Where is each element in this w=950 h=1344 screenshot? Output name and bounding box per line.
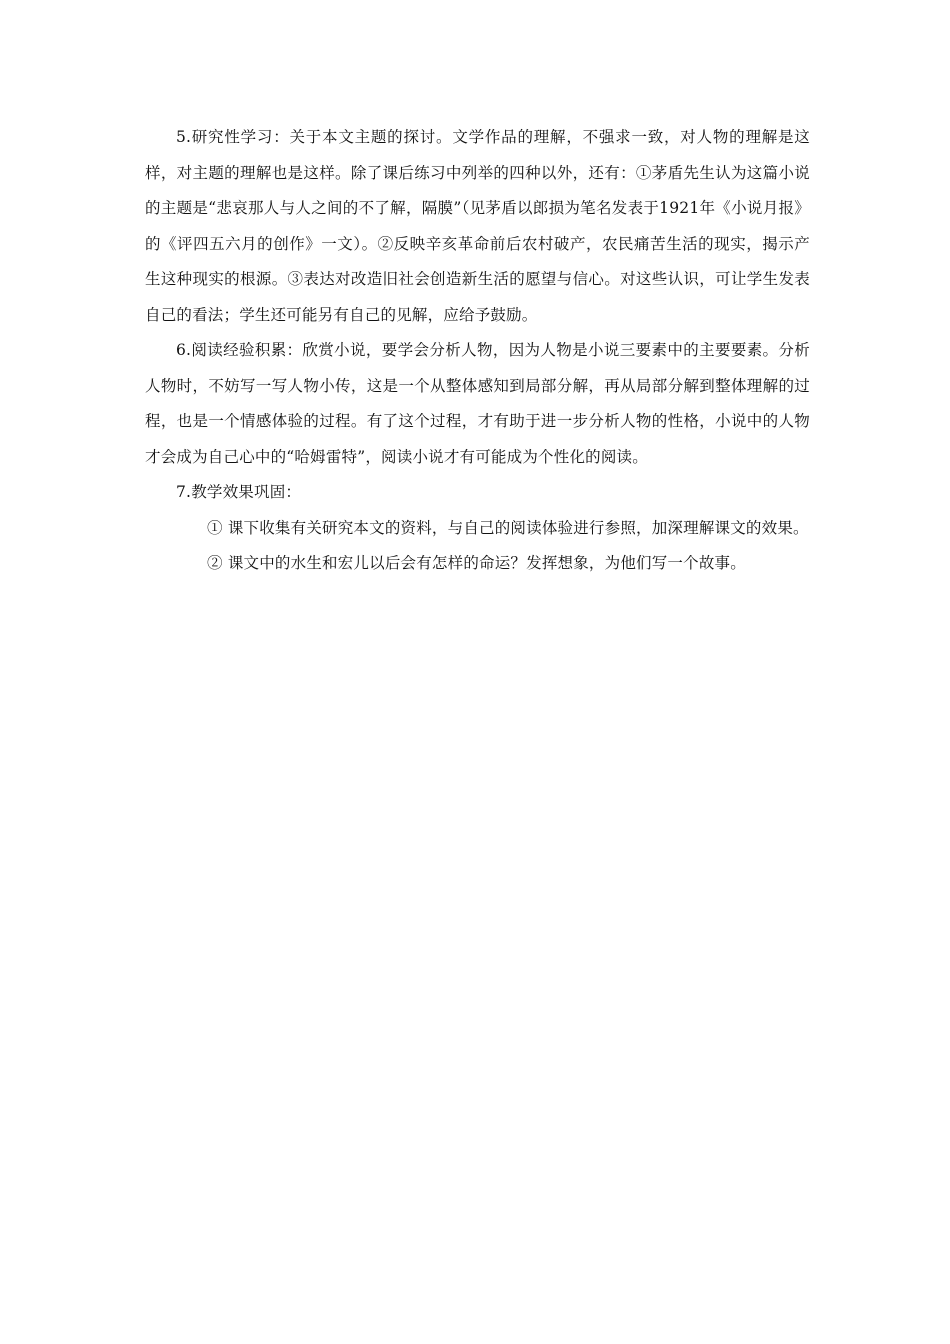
- paragraph-teaching-consolidation: 7.教学效果巩固：: [176, 483, 302, 501]
- paragraph-reading-experience: 6.阅读经验积累：欣赏小说，要学会分析人物，因为人物是小说三要素中的主要要素。分析人物时，不妨写一写人物小传，这是一个从整体感知到局部分解，再从局部分解到整体理解的过程，也是一个情感体验的过程。有了这个过程，才有助于进一步分析人物的性格，小说中的人物才会成为自己心中的“哈姆雷特”，阅读小说才有可能成为个性化的阅读。: [145, 341, 810, 466]
- paragraph-research-study: 5.研究性学习：关于本文主题的探讨。文学作品的理解，不强求一致，对人物的理解是这样，对主题的理解也是这样。除了课后练习中列举的四种以外，还有：①茅盾先生认为这篇小说的主题是“悲哀那人与人之间的不了解，隔膜”（见茅盾以郎损为笔名发表于1921年《小说月报》的《评四五六月的创作》一文）。②反映辛亥革命前后农村破产，农民痛苦生活的现实，揭示产生这种现实的根源。③表达对改造旧社会创造新生活的愿望与信心。对这些认识，可让学生发表自己的看法；学生还可能另有自己的见解，应给予鼓励。: [145, 128, 810, 324]
- paragraph-consolidation-item-1: ① 课下收集有关研究本文的资料，与自己的阅读体验进行参照，加深理解课文的效果。: [207, 518, 809, 537]
- document-body: [145, 120, 810, 582]
- paragraph-consolidation-item-2: ② 课文中的水生和宏儿以后会有怎样的命运？发挥想象，为他们写一个故事。: [207, 554, 746, 572]
